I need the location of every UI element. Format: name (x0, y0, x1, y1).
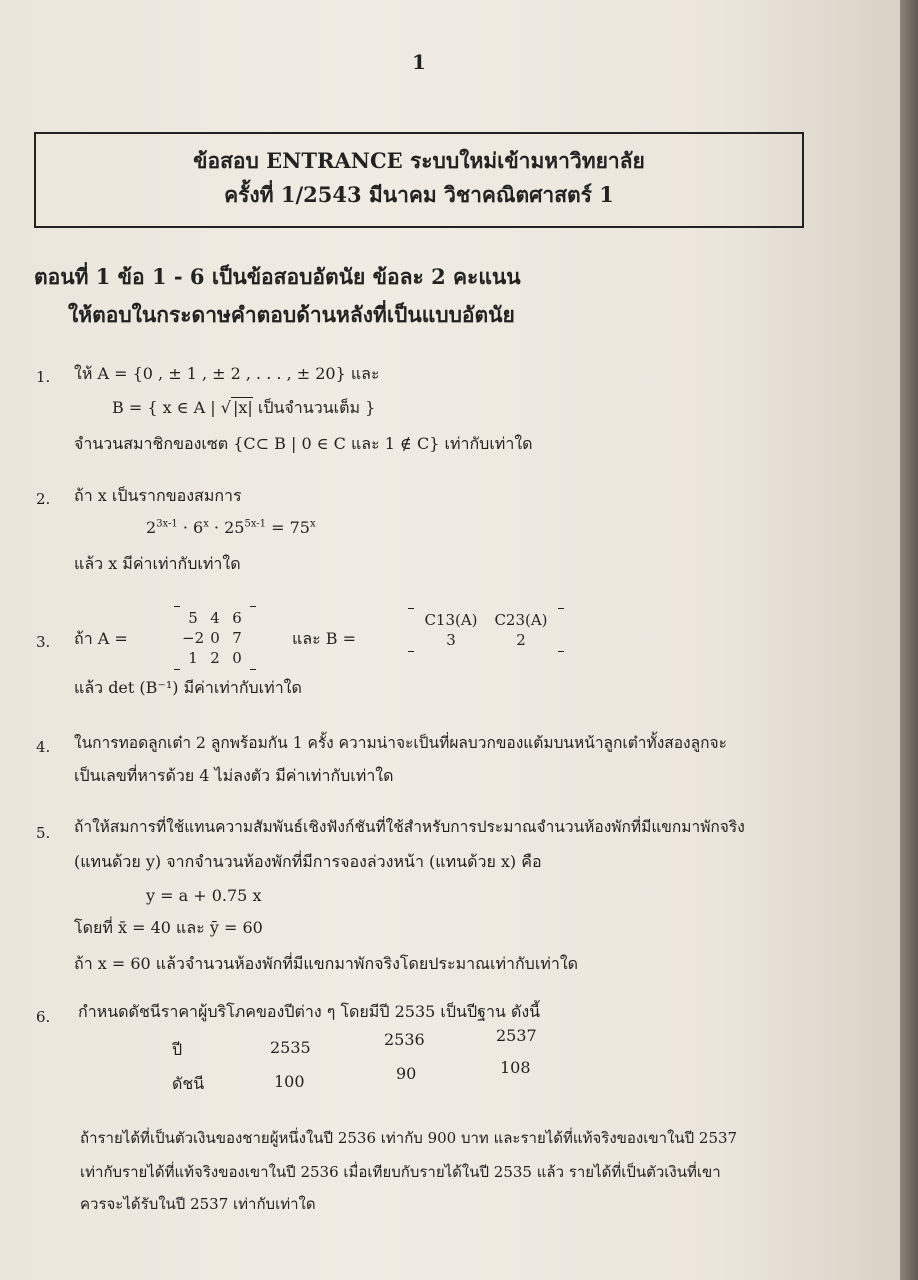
q5-line-5: ถ้า x = 60 แล้วจำนวนห้องพักที่มีแขกมาพักจริงโดยประมาณเท่ากับเท่าใด (74, 954, 579, 973)
q1-line-3: จำนวนสมาชิกของเซต {C⊂ B | 0 ∈ C และ 1 ∉ C} เท่ากับเท่าใด (74, 434, 533, 453)
q1-number: 1. (36, 368, 51, 386)
matrix-a-cell: 0 (210, 629, 220, 647)
section-line-1: ตอนที่ 1 ข้อ 1 - 6 เป็นข้อสอบอัตนัย ข้อละ 2 คะแนน (34, 264, 521, 289)
q2-number: 2. (36, 490, 51, 508)
table-index-cell: 108 (500, 1058, 531, 1077)
q1-line-1: ให้ A = {0 , ± 1 , ± 2 , . . . , ± 20} และ (74, 364, 380, 383)
q4-line-1: ในการทอดลูกเต๋า 2 ลูกพร้อมกัน 1 ครั้ง ความน่าจะเป็นที่ผลบวกของแต้มบนหน้าลูกเต๋าทั้งสองลูกจะ (74, 734, 727, 752)
eq-term: 2 (146, 518, 157, 537)
table-row-label-index: ดัชนี (172, 1074, 205, 1093)
q1-line-2 (112, 396, 375, 421)
q3-mid: และ B = (292, 629, 357, 648)
eq-exp: x (309, 518, 316, 530)
eq-exp: 3x-1 (156, 518, 178, 530)
q3-lead: ถ้า A = (74, 629, 128, 648)
eq-exp: 5x-1 (244, 518, 267, 530)
table-year-cell: 2537 (496, 1026, 537, 1045)
header-line-2: ครั้งที่ 1/2543 มีนาคม วิชาคณิตศาสตร์ 1 (224, 182, 614, 207)
header-line-1: ข้อสอบ ENTRANCE ระบบใหม่เข้ามหาวิทยาลัย (193, 148, 645, 173)
q1-set-b-cond: เป็นจำนวนเต็ม } (252, 398, 376, 417)
q5-line-4: โดยที่ x̄ = 40 และ ȳ = 60 (74, 918, 263, 937)
matrix-a (174, 606, 256, 670)
matrix-a-cell: 7 (232, 629, 242, 647)
matrix-a-cell: 0 (232, 649, 242, 667)
q2-equation (146, 518, 316, 537)
matrix-b-cell: 3 (446, 631, 456, 649)
matrix-b-cell: C13(A) (424, 611, 478, 629)
q6-line-4: ควรจะได้รับในปี 2537 เท่ากับเท่าใด (80, 1195, 316, 1213)
q5-line-2: (แทนด้วย y) จากจำนวนห้องพักที่มีการจองล่วงหน้า (แทนด้วย x) คือ (74, 852, 542, 871)
book-spine-edge (900, 0, 918, 1280)
q6-line-3: เท่ากับรายได้ที่แท้จริงของเขาในปี 2536 เมื่อเทียบกับรายได้ในปี 2535 แล้ว รายได้ที่เป็นตัวเงินที่เขา (80, 1163, 721, 1181)
matrix-a-cell: −2 (182, 629, 205, 647)
q3-line-2: แล้ว det (B⁻¹) มีค่าเท่ากับเท่าใด (74, 678, 302, 697)
section-line-2: ให้ตอบในกระดาษคำตอบด้านหลังที่เป็นแบบอัตนัย (68, 302, 515, 327)
matrix-a-cell: 2 (210, 649, 220, 667)
table-year-cell: 2536 (384, 1030, 425, 1049)
exam-header-box (34, 132, 804, 228)
table-index-cell: 90 (396, 1064, 417, 1083)
q1-sqrt-content: |x| (232, 398, 253, 417)
matrix-a-cell: 4 (210, 609, 220, 627)
q6-number: 6. (36, 1008, 51, 1026)
q6-line-1: กำหนดดัชนีราคาผู้บริโภคของปีต่าง ๆ โดยมีปี 2535 เป็นปีฐาน ดังนี้ (78, 1002, 541, 1021)
eq-term: · 25 (208, 518, 245, 537)
matrix-a-cell: 5 (188, 609, 198, 627)
eq-exp: x (203, 518, 209, 530)
q6-line-2: ถ้ารายได้ที่เป็นตัวเงินของชายผู้หนึ่งในปี 2536 เท่ากับ 900 บาท และรายได้ที่แท้จริงของเขาในปี 2537 (80, 1129, 738, 1147)
page-number: 1 (412, 50, 426, 74)
matrix-a-cell: 6 (232, 609, 242, 627)
q5-line-3: y = a + 0.75 x (146, 886, 262, 905)
matrix-a-cell: 1 (188, 649, 198, 667)
table-index-cell: 100 (274, 1072, 305, 1091)
eq-term: · 6 (177, 518, 204, 537)
q4-line-2: เป็นเลขที่หารด้วย 4 ไม่ลงตัว มีค่าเท่ากับเท่าใด (74, 766, 394, 785)
eq-term: = 75 (266, 518, 310, 537)
q5-line-1: ถ้าให้สมการที่ใช้แทนความสัมพันธ์เชิงฟังก์ชันที่ใช้สำหรับการประมาณจำนวนห้องพักที่มีแขกมาพักจริง (74, 818, 745, 836)
q1-set-b-def: B = { x ∈ A | √ (112, 398, 231, 417)
table-year-cell: 2535 (270, 1038, 311, 1057)
matrix-b-cell: C23(A) (494, 611, 548, 629)
q4-number: 4. (36, 738, 51, 756)
q5-number: 5. (36, 824, 51, 842)
section-heading (34, 258, 521, 334)
q2-line-3: แล้ว x มีค่าเท่ากับเท่าใด (74, 554, 241, 573)
q2-line-1: ถ้า x เป็นรากของสมการ (74, 486, 242, 505)
matrix-b-cell: 2 (516, 631, 526, 649)
table-row-label-year: ปี (172, 1040, 183, 1059)
matrix-b (408, 608, 564, 652)
q3-number: 3. (36, 633, 51, 651)
